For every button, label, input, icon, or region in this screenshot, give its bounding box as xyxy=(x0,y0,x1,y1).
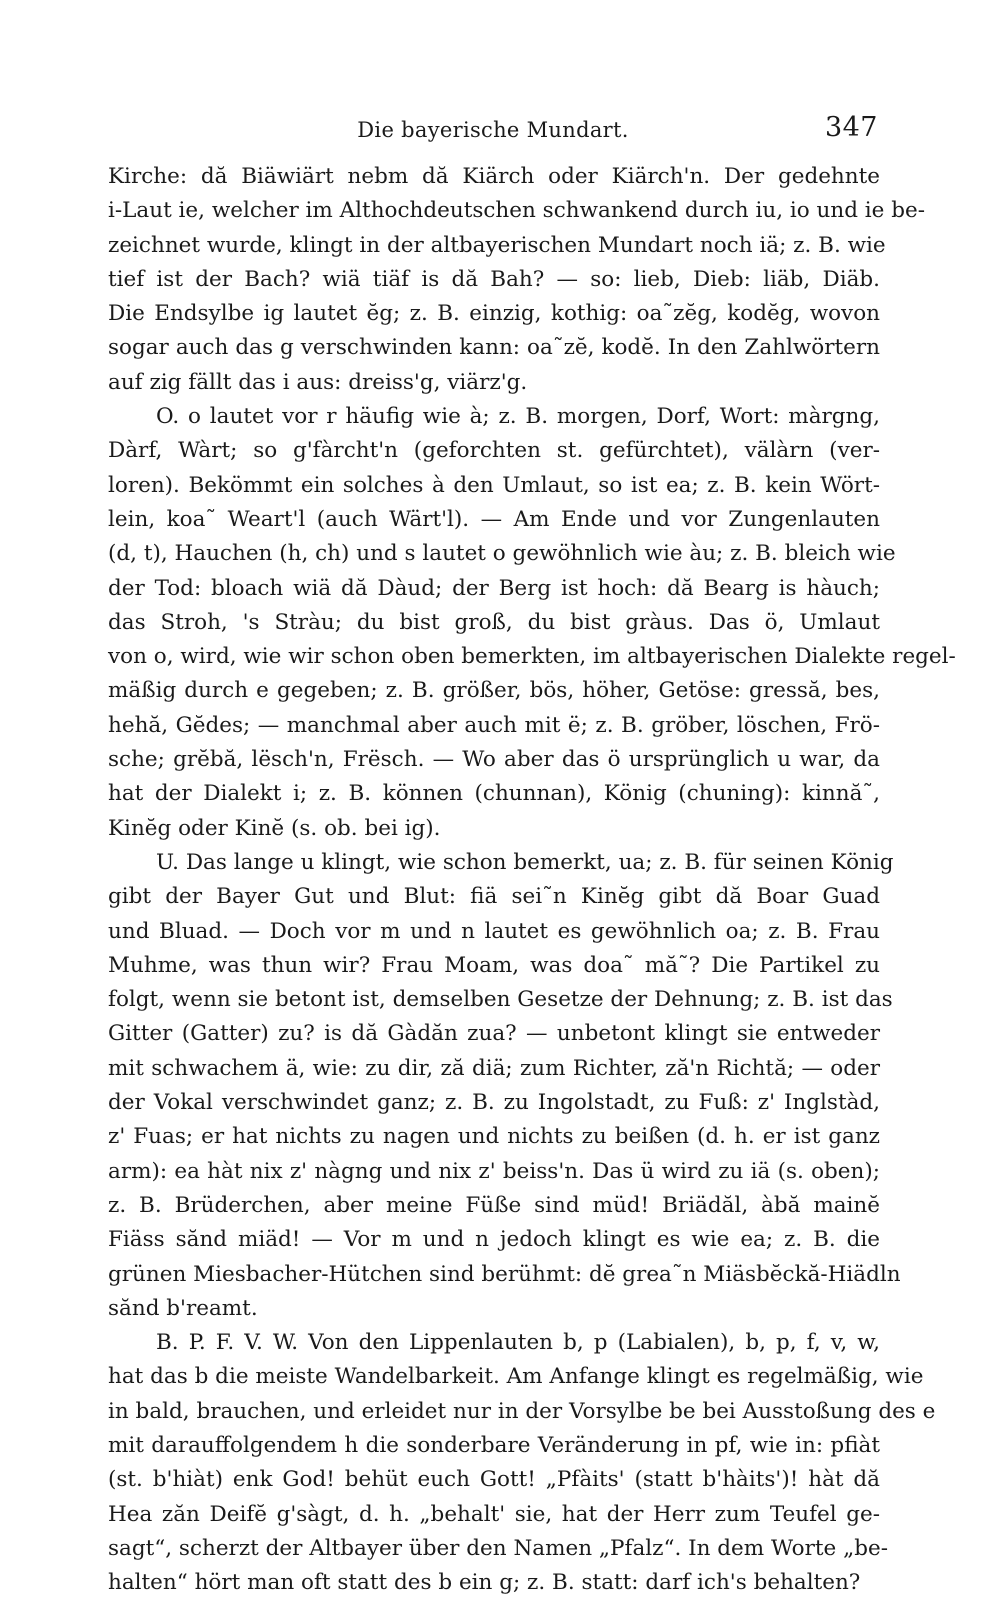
text-line: in bald, brauchen, und erleidet nur in der Vorsylbe be bei Ausstoßung des e xyxy=(108,1398,936,1424)
text-line: grünen Miesbacher-Hütchen sind berühmt: dĕ grea˜n Miäsbĕckă-Hiädln xyxy=(108,1261,901,1287)
text-line: sănd b'reamt. xyxy=(108,1295,258,1321)
text-line: arm): ea hàt nix z' nàgng und nix z' beiss'n. Das ü wird zu iä (s. oben); xyxy=(108,1158,880,1184)
text-line: Hea zăn Deifĕ g'sàgt, d. h. „behalt' sie, hat der Herr zum Teufel ge- xyxy=(108,1501,880,1527)
text-line: das Stroh, 's Stràu; du bist groß, du bist gràus. Das ö, Umlaut xyxy=(108,609,880,635)
text-line: der Vokal verschwindet ganz; z. B. zu Ingolstadt, zu Fuß: z' Inglstàd, xyxy=(108,1090,880,1116)
text-line: z' Fuas; er hat nichts zu nagen und nichts zu beißen (d. h. er ist ganz xyxy=(108,1124,880,1150)
text-line: auf zig fällt das i aus: dreiss'g, viärz'g. xyxy=(108,369,528,395)
text-line: zeichnet wurde, klingt in der altbayerischen Mundart noch iä; z. B. wie xyxy=(108,232,886,258)
text-line: O. o lautet vor r häufig wie à; z. B. morgen, Dorf, Wort: màrgng, xyxy=(156,404,880,430)
text-line: lein, koa˜ Weart'l (auch Wärt'l). — Am Ende und vor Zungenlauten xyxy=(108,506,880,532)
text-line: Dàrf, Wàrt; so g'fàrcht'n (geforchten st. gefürchtet), välàrn (ver- xyxy=(108,438,880,464)
text-line: von o, wird, wie wir schon oben bemerkten, im altbayerischen Dialekte regel- xyxy=(108,644,956,670)
text-line: der Tod: bloach wiä dă Dàud; der Berg ist hoch: dă Bearg is hàuch; xyxy=(108,575,880,601)
text-line: z. B. Brüderchen, aber meine Füße sind müd! Briädăl, àbă mainĕ xyxy=(108,1192,880,1218)
text-line: sagt“, scherzt der Altbayer über den Namen „Pfalz“. In dem Worte „be- xyxy=(108,1535,888,1561)
text-line: hat der Dialekt i; z. B. können (chunnan), König (chuning): kinnă˜, xyxy=(108,781,880,807)
text-line: (d, t), Hauchen (h, ch) und s lautet o gewöhnlich wie àu; z. B. bleich wie xyxy=(108,541,896,567)
running-head xyxy=(108,112,878,152)
text-line: Muhme, was thun wir? Frau Moam, was doa˜ mă˜? Die Partikel zu xyxy=(108,952,880,978)
text-line: Kinĕg oder Kinĕ (s. ob. bei ig). xyxy=(108,815,441,841)
text-line: U. Das lange u klingt, wie schon bemerkt, ua; z. B. für seinen König xyxy=(156,849,894,875)
text-line: Kirche: dă Biäwiärt nebm dă Kiärch oder Kiärch'n. Der gedehnte xyxy=(108,164,880,189)
text-line: hehă, Gĕdes; — manchmal aber auch mit ë; z. B. gröber, löschen, Frö- xyxy=(108,712,880,738)
text-line: Die Endsylbe ig lautet ĕg; z. B. einzig, kothig: oa˜zĕg, kodĕg, wovon xyxy=(108,301,880,327)
page-number: 347 xyxy=(824,112,878,143)
text-line: sogar auch das g verschwinden kann: oa˜zĕ, kodĕ. In den Zahlwörtern xyxy=(108,335,880,361)
text-line: und Bluad. — Doch vor m und n lautet es gewöhnlich oa; z. B. Frau xyxy=(108,918,880,944)
text-line: folgt, wenn sie betont ist, demselben Gesetze der Dehnung; z. B. ist das xyxy=(108,987,893,1013)
text-line: mit darauffolgendem h die sonderbare Veränderung in pf, wie in: pfiàt xyxy=(108,1432,880,1458)
text-line: mit schwachem ä, wie: zu dir, ză diä; zum Richter, ză'n Richtă; — oder xyxy=(108,1055,880,1081)
text-line: B. P. F. V. W. Von den Lippenlauten b, p (Labialen), b, p, f, v, w, xyxy=(156,1330,880,1356)
text-line: Fiäss sănd miäd! — Vor m und n jedoch klingt es wie ea; z. B. die xyxy=(108,1227,880,1253)
text-line: i-Laut ie, welcher im Althochdeutschen schwankend durch iu, io und ie be- xyxy=(108,198,925,224)
text-line: tief ist der Bach? wiä tiäf is dă Bah? — so: lieb, Dieb: liäb, Diäb. xyxy=(108,266,880,292)
text-line: halten“ hört man oft statt des b ein g; z. B. statt: darf ich's behalten? xyxy=(108,1570,861,1596)
text-line: (st. b'hiàt) enk God! behüt euch Gott! „Pfàits' (statt b'hàits')! hàt dă xyxy=(108,1467,880,1493)
running-title: Die bayerische Mundart. xyxy=(357,118,629,142)
body-text xyxy=(108,160,956,1600)
text-line: hat das b die meiste Wandelbarkeit. Am Anfange klingt es regelmäßig, wie xyxy=(108,1364,924,1390)
text-line: gibt der Bayer Gut und Blut: fiä sei˜n Kinĕg gibt dă Boar Guad xyxy=(108,884,880,910)
text-line: Gitter (Gatter) zu? is dă Gàdăn zua? — unbetont klingt sie entweder xyxy=(108,1021,880,1047)
text-line: mäßig durch e gegeben; z. B. größer, bös, höher, Getöse: gressă, bes, xyxy=(108,678,880,704)
text-line: sche; grĕbă, lësch'n, Frësch. — Wo aber das ö ursprünglich u war, da xyxy=(108,747,880,773)
text-line: loren). Bekömmt ein solches à den Umlaut, so ist ea; z. B. kein Wört- xyxy=(108,472,880,498)
